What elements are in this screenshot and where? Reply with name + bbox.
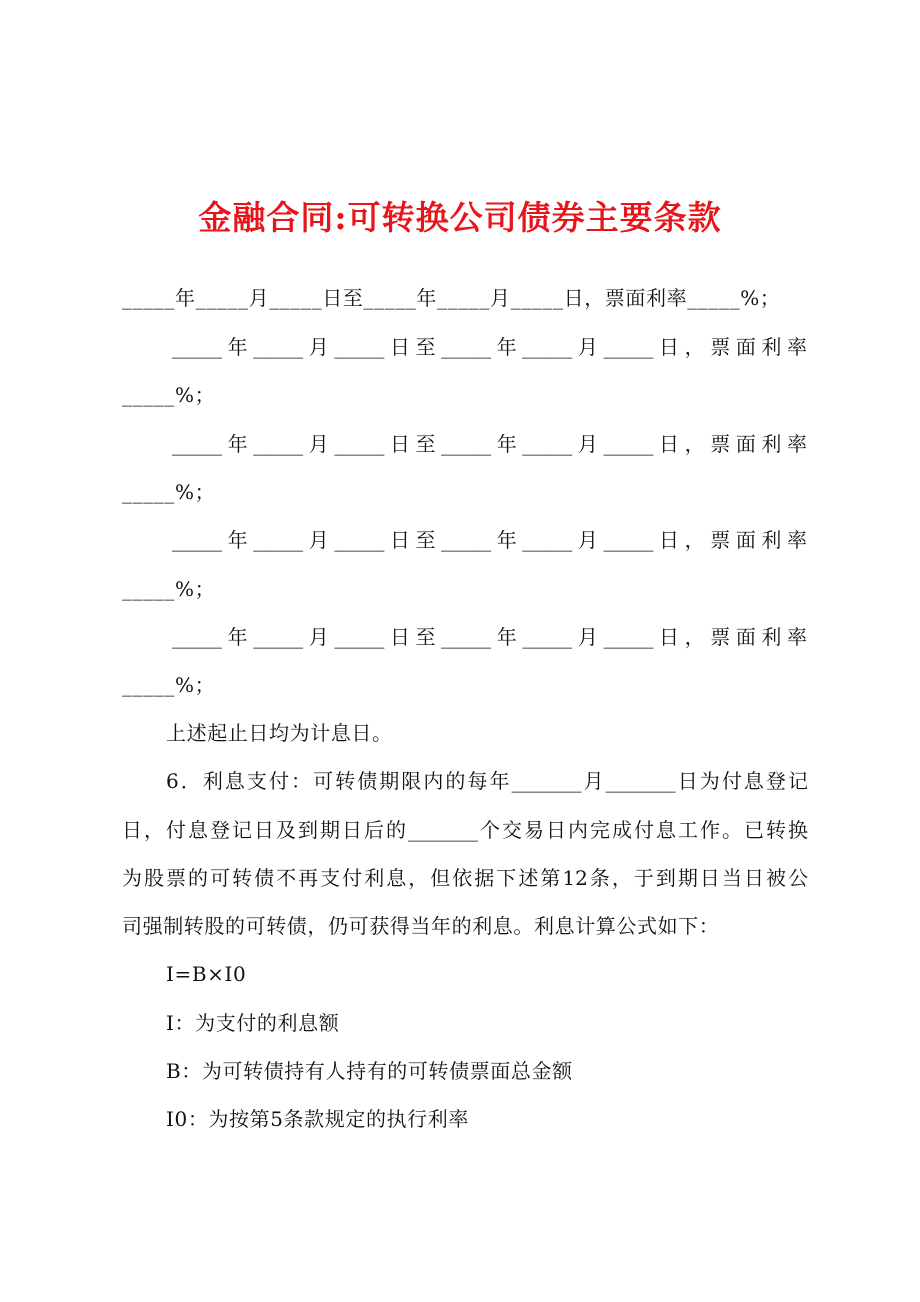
definition-b: B：为可转债持有人持有的可转债票面总金额 <box>166 1059 573 1083</box>
rate-period-line: _____年_____月_____日至_____年_____月_____日，票面利率 <box>172 528 807 552</box>
definition-i0: I0：为按第5条款规定的执行利率 <box>166 1107 469 1131</box>
clause-6-line: 日，付息登记日及到期日后的_______个交易日内完成付息工作。已转换 <box>122 818 808 842</box>
interest-dates-note: 上述起止日均为计息日。 <box>166 721 393 745</box>
definition-i: I：为支付的利息额 <box>166 1011 340 1035</box>
clause-6-line: 6．利息支付：可转债期限内的每年_______月_______日为付息登记 <box>166 769 808 793</box>
clause-6-line: 为股票的可转债不再支付利息，但依据下述第12条，于到期日当日被公 <box>122 866 808 890</box>
rate-period-tail: _____%； <box>122 577 216 601</box>
rate-period-line: _____年_____月_____日至_____年_____月_____日，票面利率 <box>172 432 807 456</box>
rate-period-tail: _____%； <box>122 383 216 407</box>
rate-period-line: _____年_____月_____日至_____年_____月_____日，票面利率 <box>172 335 807 359</box>
rate-period-tail: _____%； <box>122 673 216 697</box>
rate-period-line: _____年_____月_____日至_____年_____月_____日，票面利率_____%； <box>122 286 781 310</box>
clause-6-line: 司强制转股的可转债，仍可获得当年的利息。利息计算公式如下： <box>122 914 720 938</box>
rate-period-line: _____年_____月_____日至_____年_____月_____日，票面利率 <box>172 625 807 649</box>
rate-period-tail: _____%； <box>122 480 216 504</box>
document-title: 金融合同:可转换公司债券主要条款 <box>198 198 722 237</box>
interest-formula: I=B×I0 <box>166 962 247 986</box>
